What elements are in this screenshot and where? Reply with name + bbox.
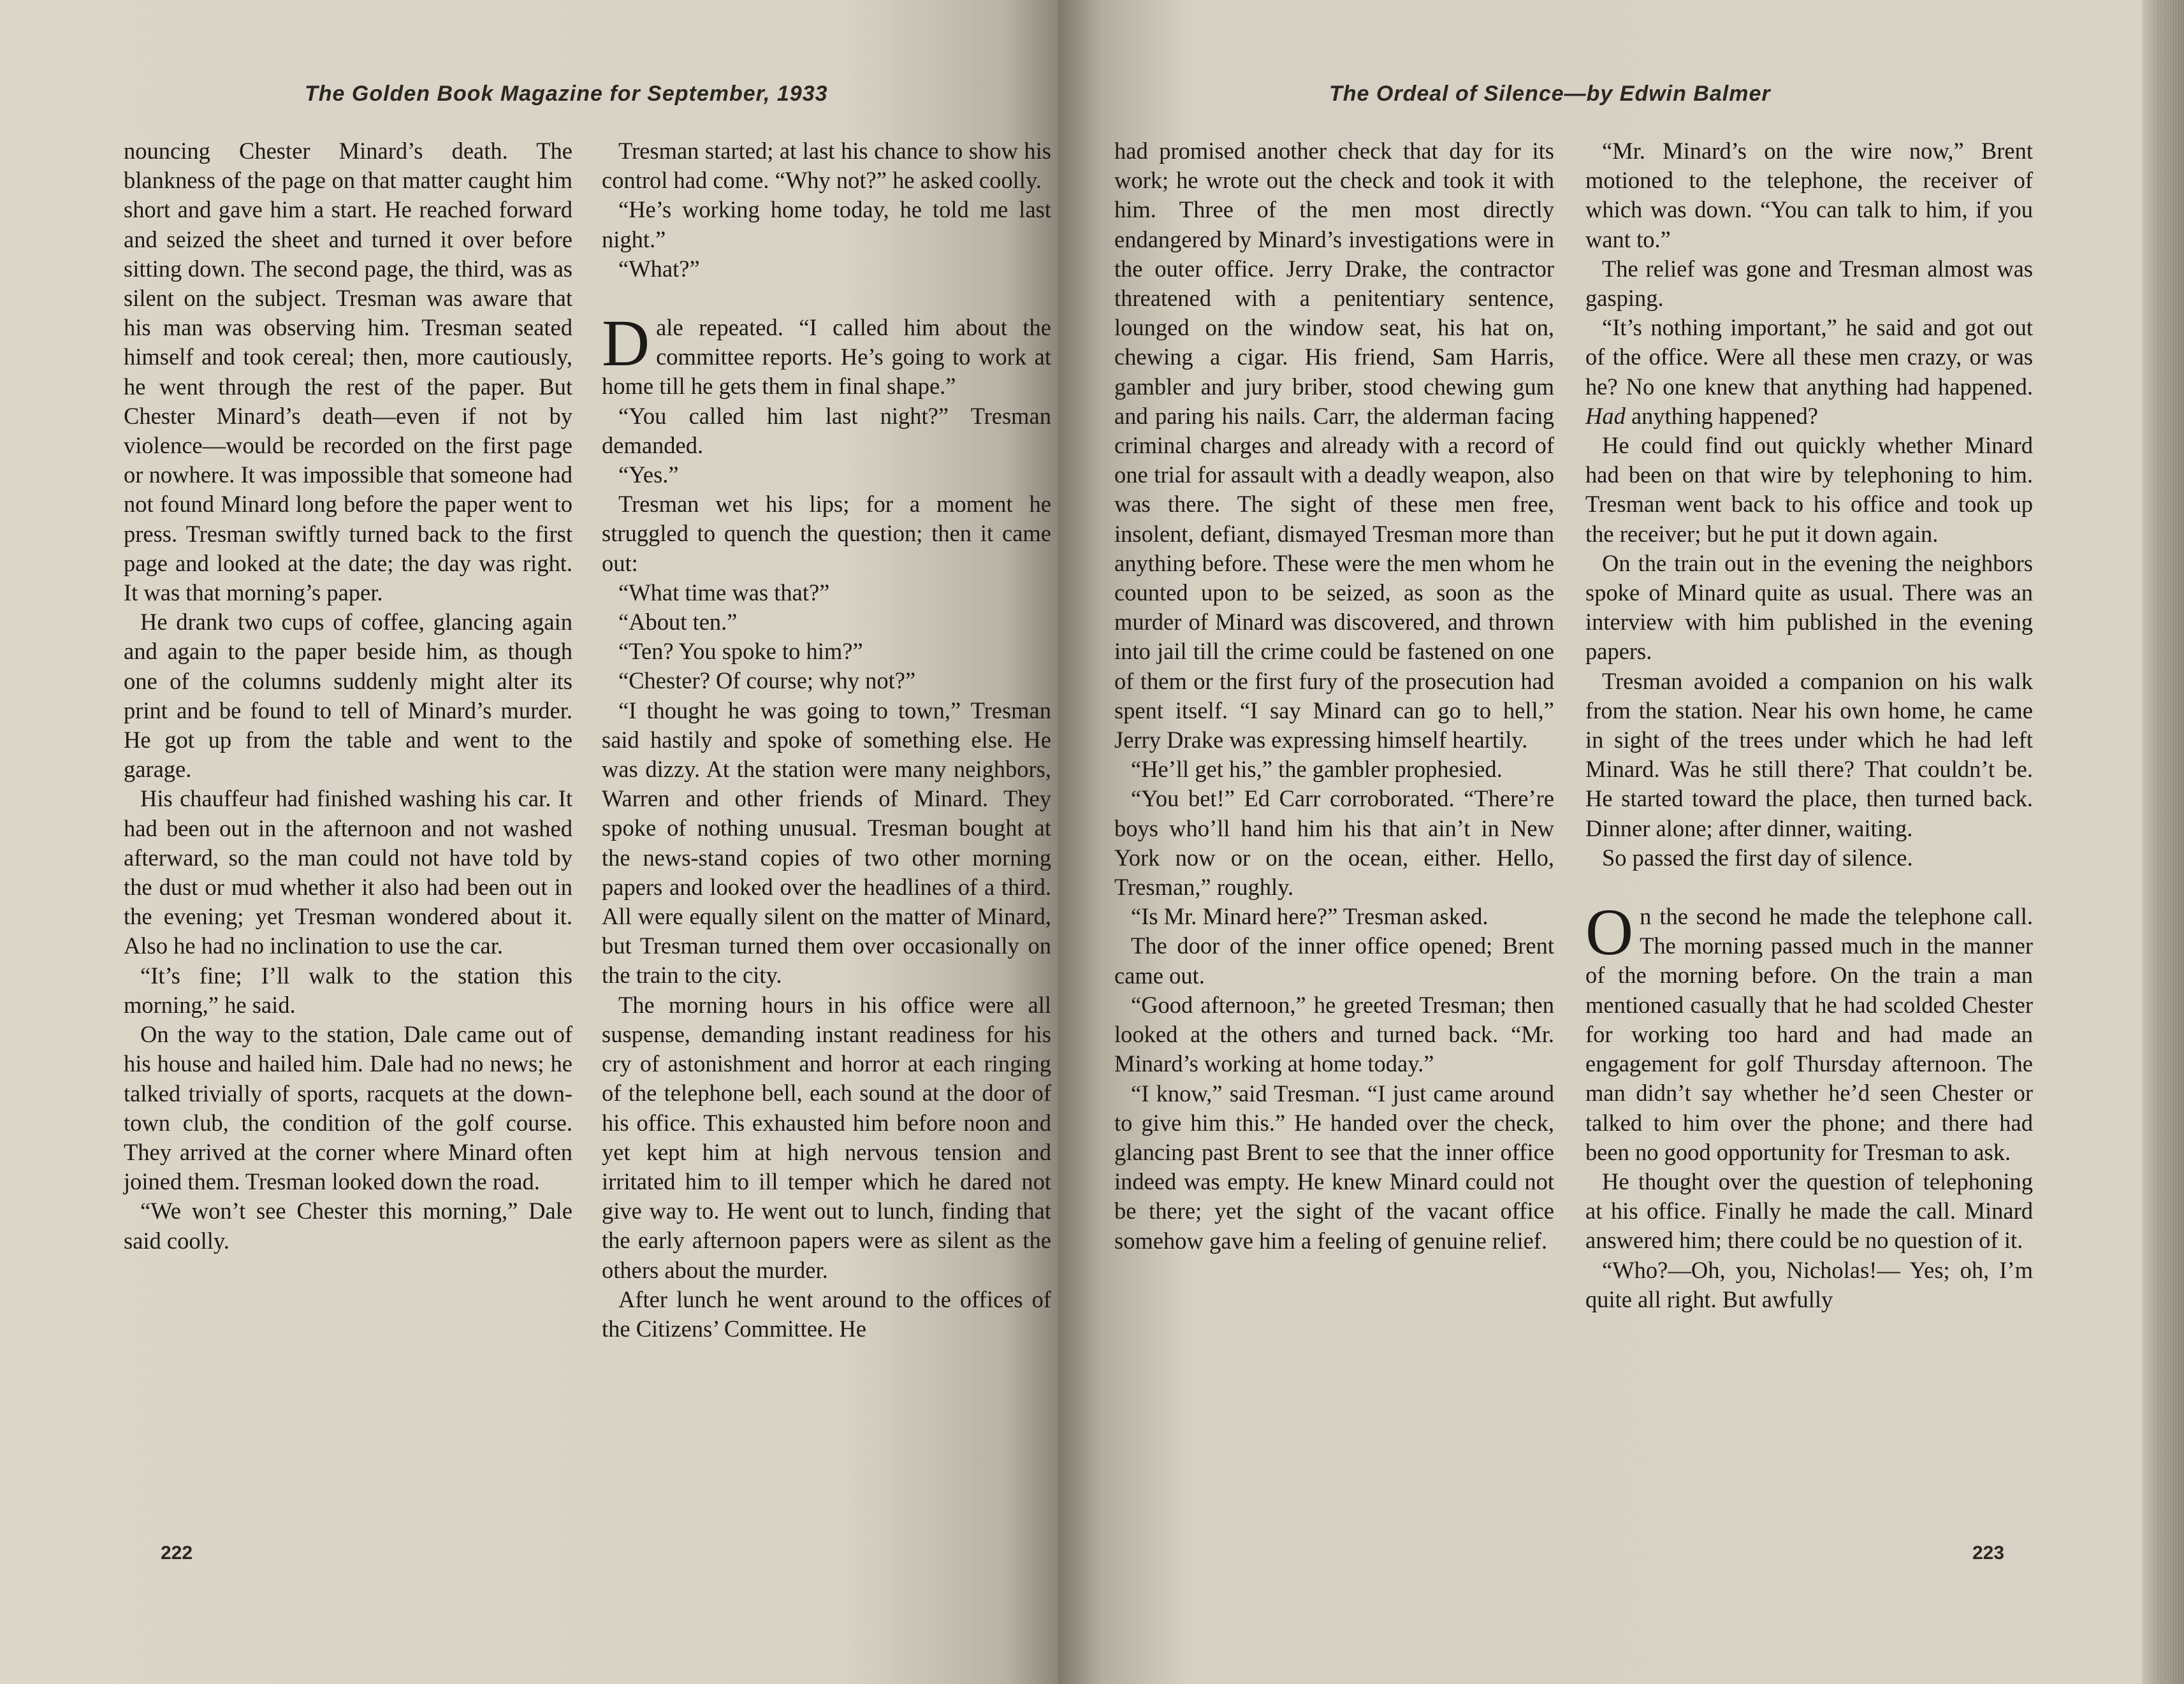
paragraph: His chauffeur had finished washing his car. It had been out in the afternoon and not washed afterward, so the man could not have told by the dust or mud whether it also had been out in the evening; yet Tresman wondered about it. Also he had no inclination to use the car. (124, 785, 572, 959)
paragraph: “He’ll get his,” the gambler prophesied. (1131, 756, 1503, 783)
left-column-1 (124, 136, 572, 1256)
page-stack-edge (2156, 0, 2184, 1684)
paragraph: “Mr. Minard’s on the wire now,” Brent motioned to the telephone, the receiver of which was down. “You can talk to him, if you want to.” (1585, 138, 2033, 252)
paragraph: “Chester? Of course; why not?” (618, 667, 916, 694)
paragraph: On the way to the station, Dale came out of his house and hailed him. Dale had no news; he talked trivially of sports, racquets at the down-town club, the condition of the golf course. They arrived at the corner where Minard often joined them. Tresman looked down the road. (124, 1021, 572, 1195)
dropcap-paragraph: Dale repeated. “I called him about the committee reports. He’s going to work at home till he gets them in final shape.” (602, 307, 1051, 400)
paragraph: The relief was gone and Tresman almost was gasping. (1585, 255, 2033, 312)
paragraph: Tresman avoided a companion on his walk from the station. Near his own home, he came in sight of the trees under which he had left Minard. Was he still there? That couldn’t be. He started toward the place, then turned back. Dinner alone; after dinner, waiting. (1585, 667, 2033, 841)
left-column-2 (602, 136, 1051, 1344)
paragraph: “Ten? You spoke to him?” (618, 638, 863, 665)
paragraph: After lunch he went around to the offices of the Citizens’ Committee. He (602, 1286, 1051, 1342)
paragraph: “Good afternoon,” he greeted Tresman; then looked at the others and turned back. “Mr. Minard’s working at home today.” (1114, 991, 1554, 1077)
paragraph: “What time was that?” (618, 579, 830, 606)
paragraph: “It’s fine; I’ll walk to the station this morning,” he said. (124, 962, 572, 1018)
dropcap-paragraph: On the second he made the telephone call. The morning passed much in the manner of the morning before. On the train a man mentioned casually that he had scolded Chester for working too hard and had made an engagement for golf Thursday afternoon. The man didn’t say whether he’d seen Chester or talked to him over the phone; and there had been no good opportunity for Tresman to ask. (1585, 896, 2033, 1165)
left-page (0, 0, 1058, 1684)
paragraph: “About ten.” (618, 609, 738, 635)
right-page-number: 223 (1972, 1542, 2005, 1564)
paragraph: “He’s working home today, he told me last night.” (602, 196, 1051, 252)
paragraph: “We won’t see Chester this morning,” Dale said coolly. (124, 1198, 572, 1254)
paragraph-text: “It’s nothing important,” he said and got out of the office. Were all these men crazy, or was he? No one knew that anything had happened. (1585, 314, 2033, 400)
paragraph: “Who?—Oh, you, Nicholas!— Yes; oh, I’m quite all right. But awfully (1585, 1256, 2033, 1312)
section-break (1585, 873, 2033, 902)
paragraph: nouncing Chester Minard’s death. The blankness of the page on that matter caught him short and gave him a start. He reached forward and seized the sheet and turned it over before sitting down. The second page, the third, was as silent on the subject. Tresman was aware that his man was observing him. Tresman seated himself and took cereal; then, more cautiously, he went through the rest of the paper. But Chester Minard’s death—even if not by violence—would be recorded on the first page or nowhere. It was impossible that someone had not found Minard long before the paper went to press. Tresman swiftly turned back to the first page and looked at the date; the day was right. It was that morning’s paper. (124, 138, 572, 606)
paragraph: “I know,” said Tresman. “I just came around to give him this.” He handed over the check, glancing past Brent to see that the inner office indeed was empty. He knew Minard could not be there; yet the sight of the vacant office somehow gave him a feeling of genuine relief. (1114, 1080, 1554, 1254)
paragraph: The morning hours in his office were all suspense, demanding instant readiness for his cry of astonishment and horror at each ringing of the telephone bell, each sound at the door of his office. This exhausted him before noon and yet kept him at high nervous tension and irritated him to ill temper which he dared not give way to. He went out to lunch, finding that the early afternoon papers were as silent as the others about the murder. (602, 991, 1051, 1283)
left-page-number: 222 (161, 1542, 193, 1564)
left-running-header: The Golden Book Magazine for September, 1933 (305, 82, 828, 106)
paragraph: He thought over the question of telephoning at his office. Finally he made the call. Minard answered him; there could be no question of it. (1585, 1168, 2033, 1254)
emphasis-had: Had (1585, 402, 1626, 429)
paragraph: So passed the first day of silence. (1602, 844, 1913, 871)
paragraph: The door of the inner office opened; Brent came out. (1114, 933, 1554, 989)
paragraph: He could find out quickly whether Minard had been on that wire by telephoning to him. Tresman went back to his office and took up the receiver; but he put it down again. (1585, 432, 2033, 547)
paragraph: “Yes.” (618, 461, 679, 488)
paragraph: “What?” (618, 255, 700, 282)
paragraph: Tresman wet his lips; for a moment he struggled to quench the question; then it came out: (602, 491, 1051, 576)
paragraph: “Is Mr. Minard here?” Tresman asked. (1131, 903, 1489, 930)
paragraph: On the train out in the evening the neighbors spoke of Minard quite as usual. There was an interview with him published in the evening papers. (1585, 549, 2033, 665)
paragraph: “You bet!” Ed Carr corroborated. “There’re boys who’ll hand him his that ain’t in New York now or on the ocean, either. Hello, Tresman,” roughly. (1114, 785, 1554, 901)
paragraph: Tresman started; at last his chance to show his control had come. “Why not?” he asked coolly. (602, 138, 1051, 194)
paragraph: He drank two cups of coffee, glancing again and again to the paper beside him, as though one of the columns suddenly might alter its print and be found to tell of Minard’s murder. He got up from the table and went to the garage. (124, 609, 572, 783)
right-column-2 (1585, 136, 2033, 1314)
section-break (602, 284, 1051, 313)
paragraph (1585, 313, 2033, 431)
paragraph-tail: anything happened? (1625, 402, 1818, 429)
right-column-1 (1114, 136, 1554, 1256)
paragraph: “You called him last night?” Tresman demanded. (602, 402, 1051, 458)
paragraph: had promised another check that day for its work; he wrote out the check and took it with him. Three of the men most directly endangered by Minard’s investigations were in the outer office. Jerry Drake, the contractor threatened with a penitentiary sentence, lounged on the window seat, his hat on, chewing a cigar. His friend, Sam Harris, gambler and jury briber, stood chewing gum and paring his nails. Carr, the alderman facing criminal charges and already with a record of one trial for assault with a deadly weapon, also was there. The sight of these men free, insolent, defiant, dismayed Tresman more than anything before. These were the men whom he counted upon to be seized, as soon as the murder of Minard was discovered, and thrown into jail till the crime could be fastened on one of them or the first fury of the prosecution had spent itself. “I say Minard can go to hell,” Jerry Drake was expressing himself heartily. (1114, 138, 1554, 753)
right-running-header: The Ordeal of Silence—by Edwin Balmer (1329, 82, 1771, 106)
paragraph: “I thought he was going to town,” Tresman said hastily and spoke of something else. He was dizzy. At the station were many neighbors, Warren and other friends of Minard. They spoke of nothing unusual. Tresman bought at the news-stand copies of two other morning papers and looked over the headlines of a third. All were equally silent on the matter of Minard, but Tresman turned them over occasionally on the train to the city. (602, 697, 1051, 989)
